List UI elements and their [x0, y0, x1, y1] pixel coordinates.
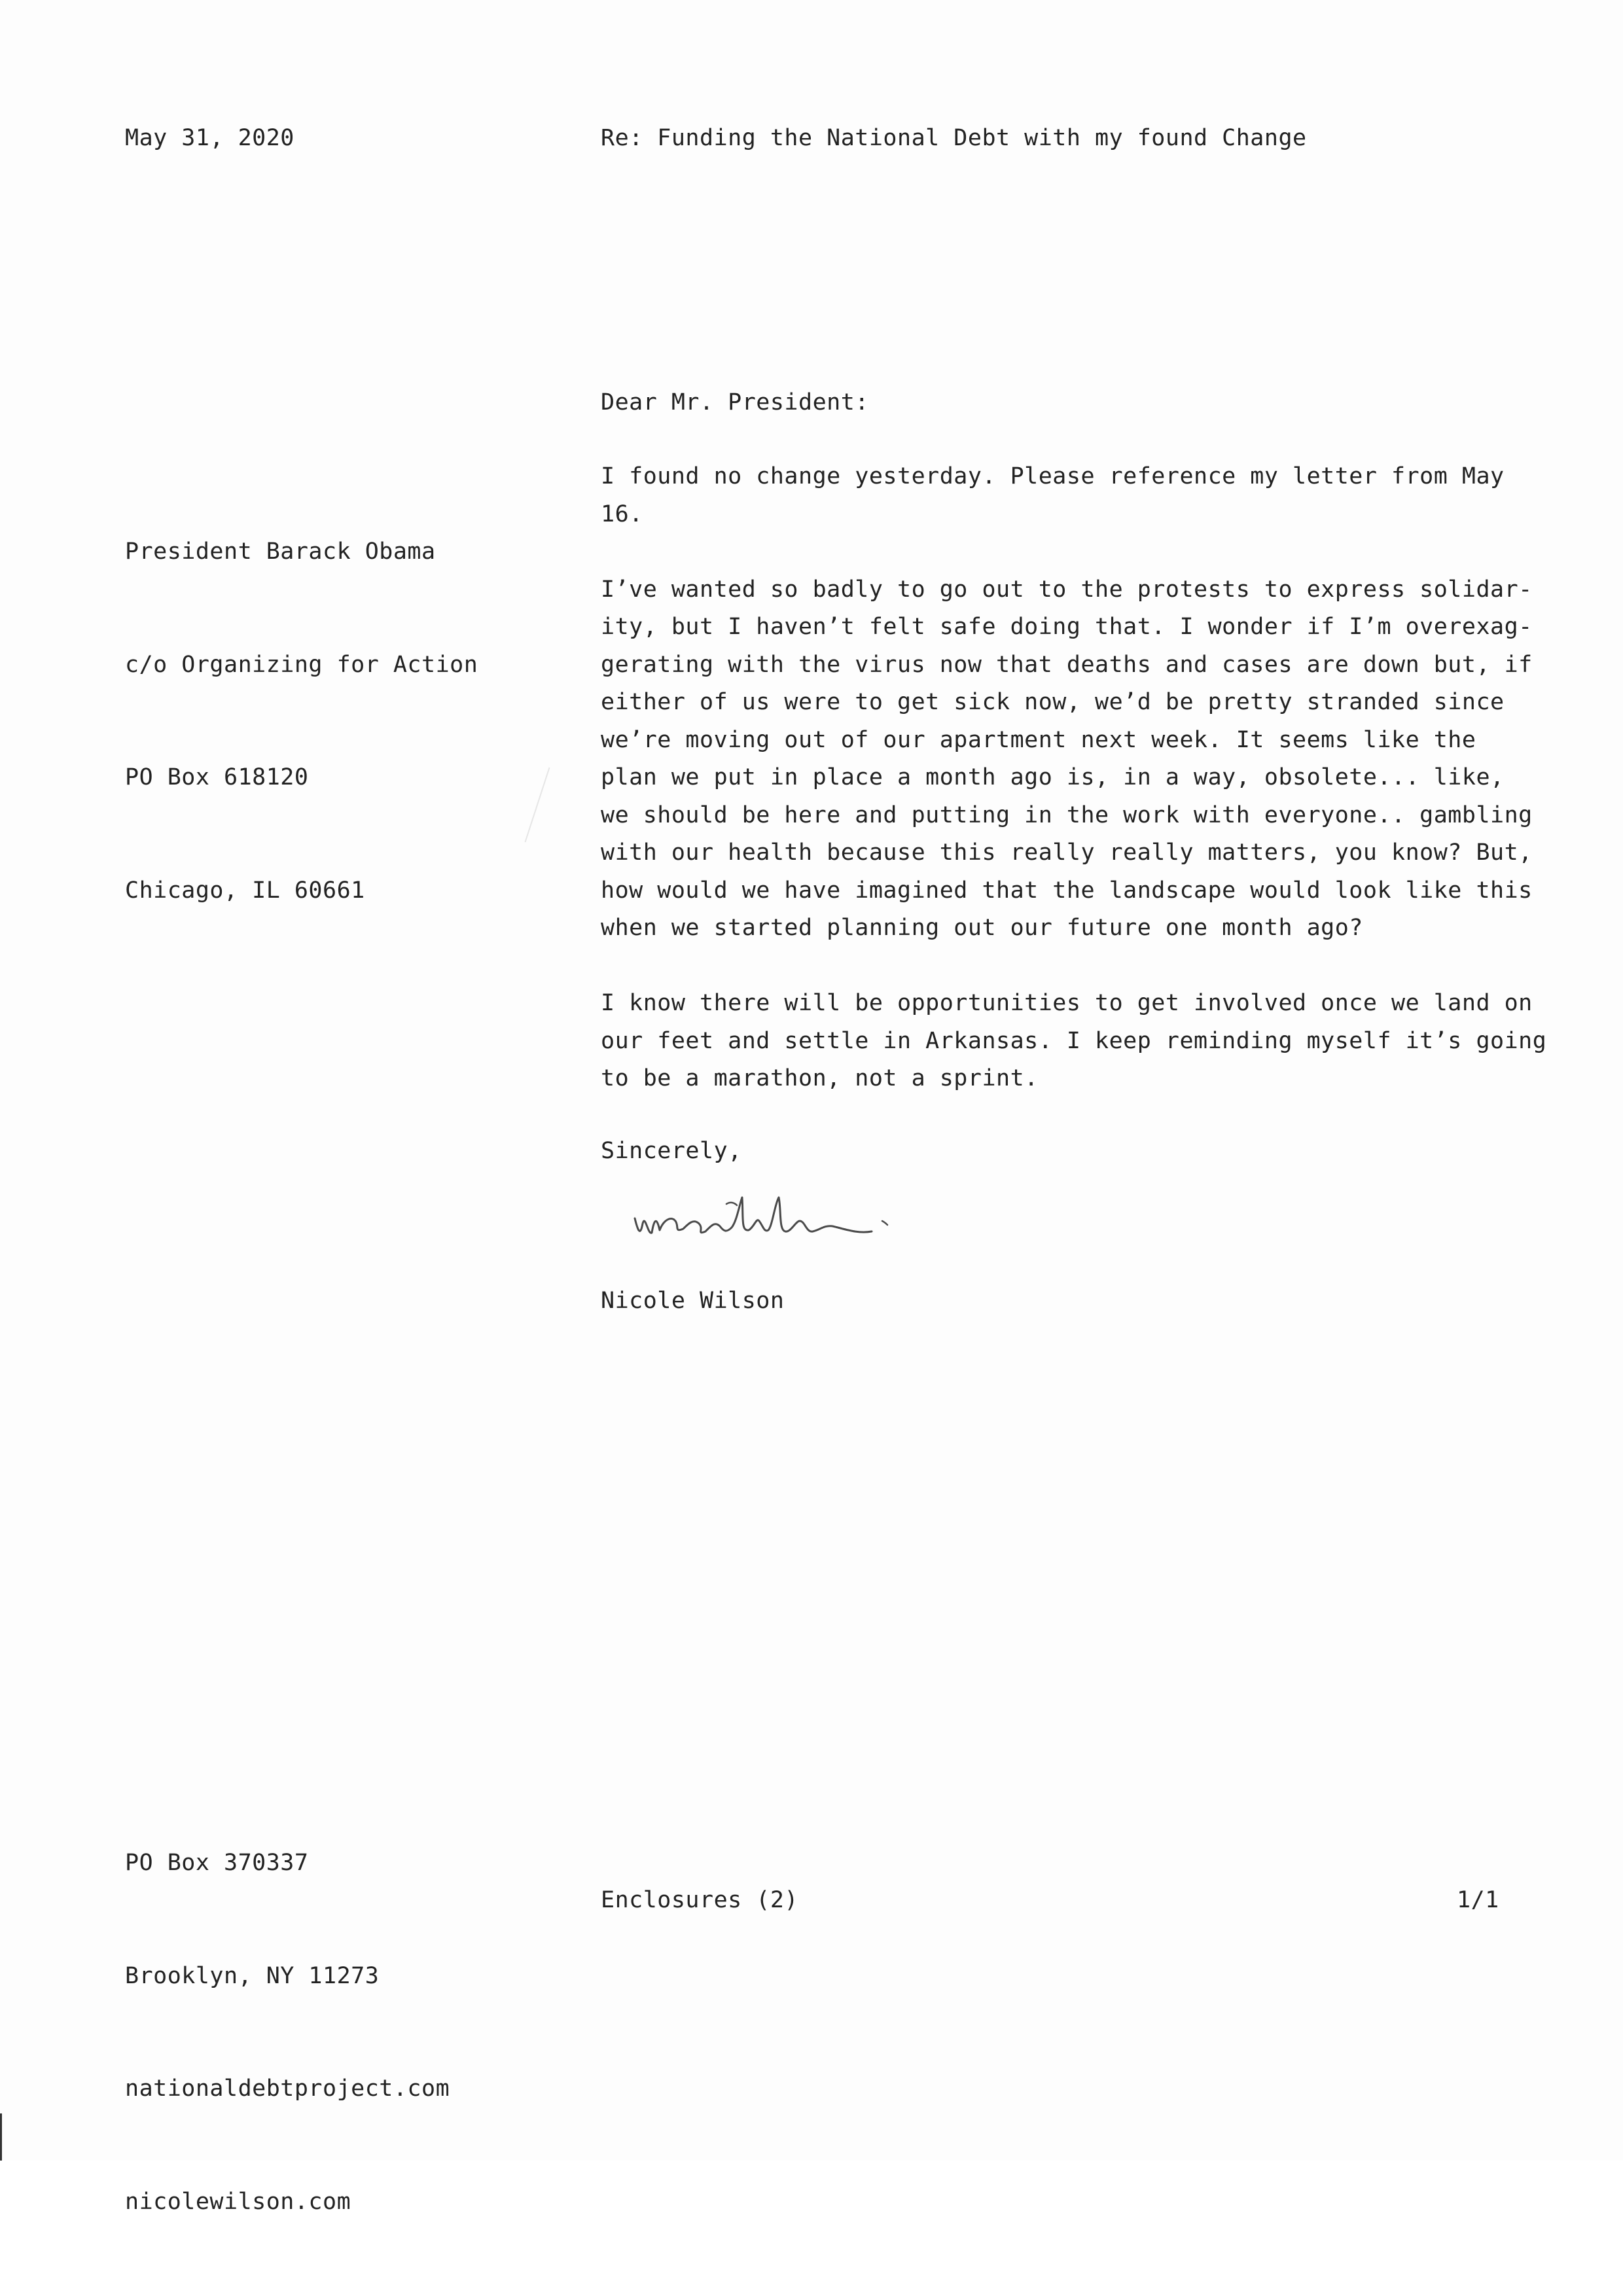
page-number: 1/1 [1457, 1887, 1499, 1913]
recipient-po-box: PO Box 618120 [125, 764, 309, 790]
recipient-name: President Barack Obama [125, 539, 436, 565]
sender-po-box: PO Box 370337 [125, 1850, 309, 1876]
sender-city: Brooklyn, NY 11273 [125, 1962, 380, 1989]
salutation: Dear Mr. President: [601, 389, 869, 415]
recipient-organization: c/o Organizing for Action [125, 651, 478, 678]
body-paragraph: I know there will be opportunities to get involved once we land on our feet and settle in Arkansas. I keep reminding myself it’s going to be a marathon, not a sprint. [601, 990, 1547, 1091]
body-paragraph: I found no change yesterday. Please reference my letter from May 16. [601, 463, 1505, 527]
signer-name: Nicole Wilson [601, 1288, 785, 1314]
handwritten-signature [628, 1178, 890, 1250]
recipient-address [125, 458, 478, 985]
closing: Sincerely, [601, 1138, 742, 1164]
recipient-city: Chicago, IL 60661 [125, 877, 365, 904]
letter-body [601, 458, 1547, 1098]
scan-edge-mark [0, 2113, 2, 2161]
body-paragraph: I’ve wanted so badly to go out to the protests to express solidar- ity, but I haven’t felt safe doing that. I wonder if I’m overexag- gerating with the virus now that deaths and cases are down but, if either of us were to get sick now, we’d be pretty stranded since we’re moving out of our apartment next week. It seems like the plan we put in place a month ago is, in a way, obsolete... like, we should be here and putting in the work with everyone.. gambling with our health because this really really matters, you know? But, how would we have imagined that the landscape would look like this when we started planning out our future one month ago? [601, 576, 1533, 941]
letter-date: May 31, 2020 [125, 125, 294, 151]
sender-website: nicolewilson.com [125, 2188, 351, 2215]
sender-website: nationaldebtproject.com [125, 2075, 450, 2102]
sender-address [125, 1769, 450, 2296]
scan-artifact [525, 768, 550, 843]
enclosures-note: Enclosures (2) [601, 1887, 799, 1913]
letter-subject: Re: Funding the National Debt with my found Change [601, 125, 1307, 151]
